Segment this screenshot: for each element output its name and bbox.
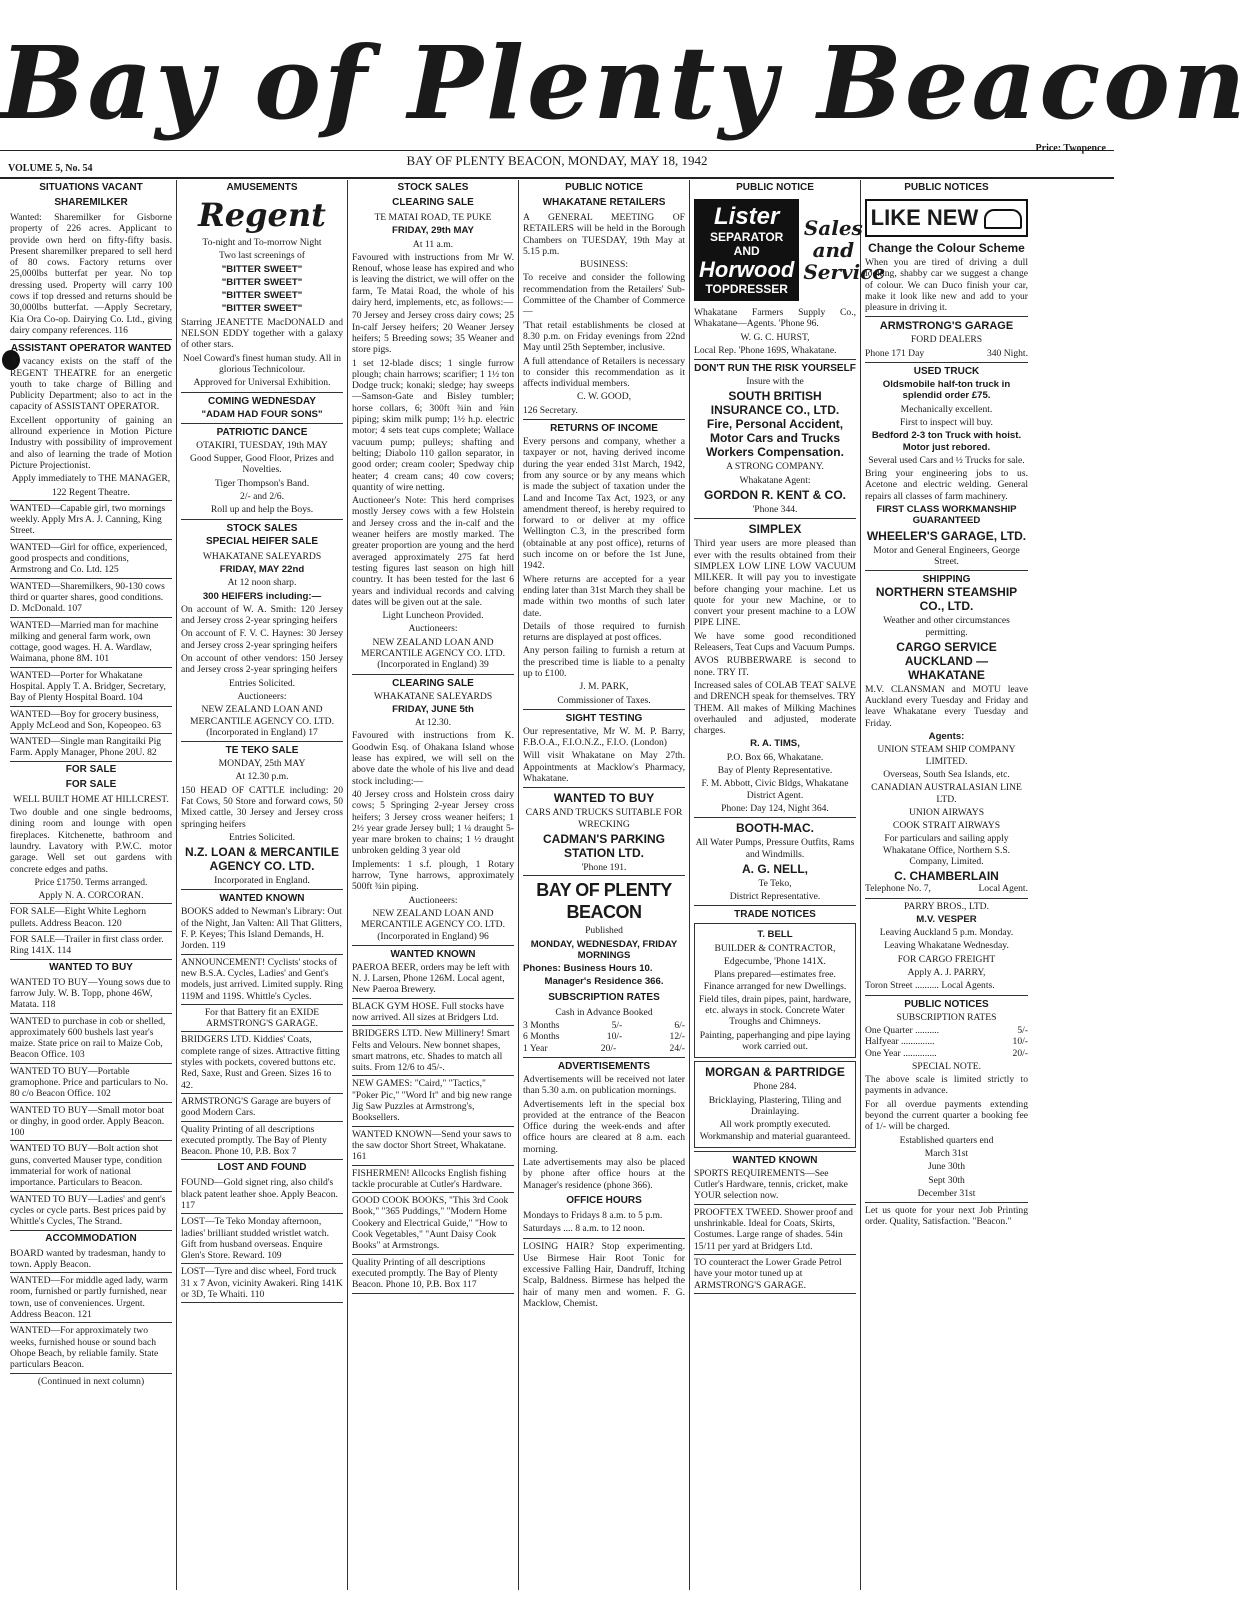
paragraph: P.O. Box 66, Whakatane.	[726, 751, 824, 763]
paragraph: 1 set 12-blade discs; 1 single furrow plough; chain harrows; scarifier; 1 1½ ton Dodge truck; konaki; sledge; hay sweeps—Samson-Gate and Bisley tumbler; horse collars, 6; 300ft ¾in and ⅝in piping; skim milk pump; 1½ h.p. electric motor; 4 sets teat cups complete; Wallace vacuum pump; pulleys; shafting and belting; Diabolo 110 gallon separator, in good order; cream cooler; Spedway chip heater; 4 cream cans; 40 cow covers; quantity of wire netting.	[352, 357, 514, 493]
paragraph: FIRST CLASS WORKMANSHIP GUARANTEED	[876, 504, 1017, 527]
heading: WANTED KNOWN	[694, 1151, 856, 1166]
like-new-logo	[865, 199, 1028, 237]
heading: SHAREMILKER	[54, 197, 128, 208]
heading: WANTED TO BUY	[49, 961, 133, 973]
paragraph: Our representative, Mr W. M. P. Barry, F.B.O.A., F.I.O.N.Z., F.I.O. (London)	[523, 725, 685, 749]
paragraph: Bring your engineering jobs to us. Acetone and electric welding. General repairs all classes of farm machinery.	[865, 468, 1028, 502]
column-4	[519, 180, 690, 1590]
paragraph: Edgecumbe, 'Phone 141X.	[724, 955, 826, 967]
paragraph: TE MATAI ROAD, TE PUKE	[374, 212, 492, 223]
rate-label: 6 Months	[523, 1031, 560, 1043]
company-name: WHEELER'S GARAGE, LTD.	[866, 528, 1027, 543]
paragraph: At 11 a.m.	[412, 238, 454, 250]
paragraph: District Representative.	[729, 891, 821, 903]
classified-ad: WANTED—Girl for office, experienced, good prospects and conditions, Armstrong and Co. Ltd. 125	[10, 540, 172, 579]
paragraph: COOK STRAIT AIRWAYS	[892, 820, 1001, 832]
heading: FOR SALE	[65, 778, 117, 790]
classified-ad: WANTED to purchase in cob or shelled, approximately 600 bushels last year's maize. State price on rail to Maize Cob, Beacon Office. 103	[10, 1014, 172, 1064]
film-title: "BITTER SWEET"	[221, 276, 303, 288]
rate-row	[865, 1036, 1028, 1047]
paragraph: Te Teko,	[758, 877, 792, 889]
heading: WANTED TO BUY	[523, 787, 685, 805]
classified-ad: Quality Printing of all descriptions executed promptly. The Bay of Plenty Beacon. Phone 10, P.B. Box 7	[181, 1122, 343, 1161]
paragraph: WHAKATANE SALEYARDS	[373, 690, 493, 702]
paragraph: Auctioneer's Note: This herd comprises mostly Jersey cows with a few Holstein and Jersey cross and the in-calf and the weaner heifers are mostly marked. The greater proportion are young and the herd averaged approximately 275 fat herd testing figures last season on high hill country. It has been tested for the last 6 years and individual records and calving dates will be given out at the sale.	[352, 495, 514, 608]
paragraph: FOR CARGO FREIGHT	[897, 953, 996, 965]
paragraph: Two double and one single bedrooms, dining room and lounge with open fireplaces. Kitchenette, bathroom and laundry. Lavatory with P.W.C. motor garage. Well set out gardens with concrete edges and paths.	[10, 807, 172, 875]
paragraph: A STRONG COMPANY.	[726, 461, 824, 473]
paragraph: Leaving Whakatane Wednesday.	[884, 940, 1009, 952]
heading: ADVERTISEMENTS	[523, 1057, 685, 1072]
paragraph: Apply A. J. PARRY,	[907, 967, 986, 979]
heading: WHAKATANE RETAILERS	[542, 197, 666, 208]
paragraph: Sept 30th	[928, 1174, 965, 1186]
paragraph: Favoured with instructions from Mr W. Renouf, whose lease has expired and who is leaving the district, we will offer on the farm, Te Matai Road, the whole of his dairy herd, implements, etc, as follows:—	[352, 251, 514, 309]
paragraph: Overseas, South Sea Islands, etc.	[883, 768, 1010, 780]
paragraph: LOSING HAIR? Stop experimenting. Use Birmese Hair Root Tonic for excessive Falling Hair, Dandruff, Itching Scalp, Baldness. Birmese has helped the hair of many men and women. F. G. Macklow, Chemist.	[523, 1241, 685, 1309]
heading: USED TRUCK	[865, 362, 1028, 377]
paragraph: On account of F. V. C. Haynes: 30 Jersey and Jersey cross 2-year springing heifers	[181, 628, 343, 651]
paragraph: Roll up and help the Boys.	[210, 504, 314, 516]
heading: DON'T RUN THE RISK YOURSELF	[694, 359, 856, 374]
heading: WANTED KNOWN	[181, 889, 343, 904]
paragraph: Field tiles, drain pipes, paint, hardware, etc. always in stock. Concrete Water Troughs and Chimneys.	[698, 993, 852, 1028]
rate-label: One Quarter ..........	[865, 1024, 940, 1036]
paragraph: On account of other vendors: 150 Jersey and Jersey cross 2-year springing heifers	[181, 653, 343, 676]
paragraph: Incorporated in England.	[214, 875, 310, 887]
phone-row	[865, 883, 1028, 894]
paragraph: Whakatane Farmers Supply Co., Whakatane—Agents. 'Phone 96.	[694, 307, 856, 330]
paragraph: Price £1750. Terms arranged.	[34, 876, 148, 888]
paragraph: To receive and consider the following recommendation from the Retailers' Sub-Committee of the Chamber of Commerce—	[523, 272, 685, 318]
heading: BOOTH-MAC.	[694, 817, 856, 835]
company-name: GORDON R. KENT & CO.	[703, 488, 846, 503]
rate-label: 3 Months	[523, 1020, 560, 1032]
classified-ad: WANTED KNOWN—Send your saws to the saw doctor Short Street, Whakatane. 161	[352, 1127, 514, 1166]
issue-date: BAY OF PLENTY BEACON, MONDAY, MAY 18, 1942	[406, 153, 708, 168]
paragraph: OTAKIRI, TUESDAY, 19th MAY	[196, 439, 328, 451]
paragraph: SPECIAL NOTE.	[912, 1060, 981, 1072]
film-title: "BITTER SWEET"	[221, 303, 303, 315]
classified-ad: BLACK GYM HOSE. Full stocks have now arrived. All sizes at Bridgers Ltd.	[352, 999, 514, 1027]
paragraph: NEW ZEALAND LOAN AND MERCANTILE AGENCY CO. LTD. (Incorporated in England) 39	[361, 636, 505, 671]
company-name: CADMAN'S PARKING STATION LTD.	[543, 831, 665, 860]
paragraph: Implements: 1 s.f. plough, 1 Rotary harrow, Tyne harrows, approximately 500ft ¾in piping.	[352, 858, 514, 893]
paragraph: At 12 noon sharp.	[227, 577, 297, 589]
paragraph: FRIDAY, MAY 22nd	[219, 563, 305, 575]
classified-ad: FOR SALE—Eight White Leghorn pullets. Address Beacon. 120	[10, 904, 172, 932]
paragraph: Weather and other circumstances permitting.	[883, 615, 1010, 638]
paragraph: Good Supper, Good Floor, Prizes and Novelties.	[190, 453, 334, 476]
paragraph: Insure with the	[746, 376, 804, 388]
paragraph: Increased sales of COLAB TEAT SALVE and DRENCH speak for themselves. TRY THEM. All makes of Milking Machines overhauled and adjusted, moderate charges.	[694, 679, 856, 737]
paragraph: A vacancy exists on the staff of the REGENT THEATRE for an energetic youth to take charge of Billing and Publicity Department; also to act in the capacity of ASSISTANT OPERATOR.	[10, 356, 172, 413]
classified-ad: FOR SALE—Trailer in first class order. Ring 141X. 114	[10, 932, 172, 960]
paragraph: Cash in Advance Booked	[555, 1006, 653, 1018]
paragraph: FRIDAY, 29th MAY	[392, 225, 474, 237]
heading: PUBLIC NOTICES	[865, 995, 1028, 1010]
paragraph: 300 HEIFERS including:—	[202, 590, 322, 602]
classified-ad: FOUND—Gold signet ring, also child's black patent leather shoe. Apply Beacon. 117	[181, 1175, 343, 1214]
classified-ad: FISHERMEN! Allcocks English fishing tackle procurable at Cutler's Hardware.	[352, 1166, 514, 1194]
classified-ad: WANTED—Sharemilkers, 90-130 cows third or quarter shares, good conditions. D. McDonald. 107	[10, 579, 172, 618]
heading: PUBLIC NOTICES	[904, 182, 989, 193]
paragraph: Auctioneers:	[408, 623, 458, 635]
bell-ad	[694, 923, 856, 1058]
classified-ad: WANTED TO BUY—Portable gramophone. Price and particulars to No. 80 c/o Beacon Office. 102	[10, 1064, 172, 1103]
agent-label: Local Agent.	[978, 883, 1028, 895]
classified-ad: WANTED TO BUY—Ladies' and gent's cycles or cycle parts. Best prices paid by Whittle's Cycles, The Strand.	[10, 1192, 172, 1231]
heading: STOCK SALES	[181, 519, 343, 534]
paragraph: 70 Jersey and Jersey cross dairy cows; 25 In-calf Jersey heifers; 20 Weaner Jersey heifers; 5 Breeding sows; 35 Weaner and store pigs.	[352, 310, 514, 356]
paragraph: Noel Coward's finest human study. All in glorious Technicolour.	[182, 352, 342, 375]
company-name: Change the Colour Scheme	[868, 241, 1025, 255]
morgan-ad	[694, 1061, 856, 1147]
classified-ad: WANTED TO BUY—Bolt action shot guns, converted Mauser type, condition immaterial for work of national importance. Particulars to Beacon.	[10, 1141, 172, 1191]
classified-ad: BOOKS added to Newman's Library: Out of the Night, Jan Valten: All That Glitters, F. P. Keyes; This Island Demands, H. Jorden. 119	[181, 904, 343, 954]
classified-ad: ANNOUNCEMENT! Cyclists' stocks of new B.S.A. Cycles, Ladies' and Gent's models, just arrived. Limited supply. Ring 119M and 119S. Whittle's Cycles.	[181, 955, 343, 1005]
paragraph: December 31st	[917, 1187, 976, 1199]
classified-ad: PAEROA BEER, orders may be left with N. J. Larsen, Phone 126M. Local agent, New Paeroa Brewery.	[352, 960, 514, 999]
paragraph: PARRY BROS., LTD.	[903, 900, 990, 912]
car-icon	[984, 209, 1022, 229]
heading: SIGHT TESTING	[523, 709, 685, 724]
logo-text: TOPDRESSER	[705, 282, 788, 296]
heading: RETURNS OF INCOME	[523, 419, 685, 434]
paragraph: Favoured with instructions from K. Goodwin Esq. of Ohakana Island whose lease has expired, we will sell on the above date the whole of his live and dead stock including:—	[352, 730, 514, 787]
paragraph: For particulars and sailing apply Whakatane Office, Northern S.S. Company, Limited.	[882, 833, 1011, 867]
classified-ad: For that Battery fit an EXIDE ARMSTRONG'S GARAGE.	[181, 1005, 343, 1033]
dateline-bar	[0, 143, 1114, 179]
paragraph: NEW ZEALAND LOAN AND MERCANTILE AGENCY CO. LTD. (Incorporated in England) 96	[361, 907, 505, 942]
rate-cash: 5/-	[611, 1020, 623, 1032]
film-title: "BITTER SWEET"	[221, 290, 303, 302]
film-title: "BITTER SWEET"	[221, 263, 303, 275]
company-name: MORGAN & PARTRIDGE	[705, 1065, 845, 1080]
paragraph: Manager's Residence 366.	[544, 976, 664, 988]
paragraph: BUILDER & CONTRACTOR,	[714, 942, 836, 954]
paragraph: UNION AIRWAYS	[908, 806, 985, 818]
phone-day: Phone 171 Day	[865, 347, 925, 359]
rate-value: 20/-	[1012, 1047, 1028, 1059]
company-name: C. CHAMBERLAIN	[894, 869, 999, 884]
classified-ad: WANTED TO BUY—Small motor boat or dinghy, in good order. Apply Beacon. 100	[10, 1103, 172, 1142]
paragraph: WHAKATANE SALEYARDS	[202, 550, 322, 562]
paragraph: C. W. GOOD,	[576, 391, 632, 403]
rate-row	[523, 1043, 685, 1054]
paragraph: Third year users are more pleased than ever with the results obtained from their SIMPLEX LOW LINE LOW VACUUM MILKER. It will pay you to investigate before changing your machine. Let us quote for your new Machine, or to convert your present machine to a LOW PIPE LINE.	[694, 538, 856, 629]
paragraph: For all overdue payments extending beyond the current quarter a booking fee of 1/- will be charged.	[865, 1098, 1028, 1133]
column-5	[690, 180, 886, 1590]
paragraph: Light Luncheon Provided.	[382, 610, 484, 622]
paragraph: 150 HEAD OF CATTLE including: 20 Fat Cows, 50 Store and forward cows, 50 Mixed cattle, 30 Jersey and Jersey cross springing heifers	[181, 784, 343, 830]
classified-ad: LOST—Te Teko Monday afternoon, ladies' brilliant studded wristlet watch. Gift from husband overseas. Enquire Glen's Store. Reward. 109	[181, 1214, 343, 1264]
rate-cash: 20/-	[600, 1042, 617, 1054]
paragraph: 'That retail establishments be closed at 8.30 p.m. on Friday evenings from 22nd May until 25th September, inclusive.	[523, 319, 685, 354]
paragraph: 40 Jersey cross and Holstein cross dairy cows; 5 Springing 2-year Jersey cross heifers; 3 Jersey cross weaner heifers; 1 2½ year grade Jersey bull; 1 ¼ draught 5-year mare broken to chains; 1 ½ draught unbroken gelding 3 year old	[352, 788, 514, 857]
company-name: N.Z. LOAN & MERCANTILE AGENCY CO. LTD.	[185, 845, 339, 874]
paragraph: Tiger Thompson's Band.	[214, 477, 310, 489]
paragraph: Local Rep. 'Phone 169S, Whakatane.	[694, 344, 837, 356]
paragraph: We have some good reconditioned Releasers, Teat Cups and Vacuum Pumps.	[694, 630, 856, 654]
classified-ad: WANTED—Boy for grocery business, Apply McLeod and Son, Kopeopeo. 63	[10, 707, 172, 735]
paragraph: R. A. TIMS,	[750, 738, 800, 750]
paragraph: Leaving Auckland 5 p.m. Monday.	[879, 927, 1014, 939]
paragraph: All Water Pumps, Pressure Outfits, Rams and Windmills.	[695, 837, 855, 860]
paragraph: Bedford 2-3 ton Truck with hoist. Motor just rebored.	[871, 430, 1022, 453]
phone: Telephone No. 7,	[865, 883, 931, 895]
paragraph: Will visit Whakatane on May 27th. Appointments at Macklow's Pharmacy, Whakatane.	[523, 750, 685, 785]
paragraph: Every persons and company, whether a taxpayer or not, having derived income during the year ended 31st March, 1942, from any source or by any means which is made the subject of taxation under the Land and Income Tax Act, 1923, or any amendment thereof, is hereby required to forward to or deliver at my office Wellington C.3, in the prescribed form (obtainable at any post office), returns of such income on or before the 1st June, 1942.	[523, 436, 685, 572]
heading: FOR SALE	[65, 763, 117, 775]
paragraph: Whakatane Agent:	[739, 474, 811, 486]
columns	[6, 180, 1108, 1590]
logo-text: LIKE NEW	[870, 205, 979, 230]
logo-text: Horwood	[699, 257, 795, 282]
paragraph: All work promptly executed. Workmanship and material guaranteed.	[699, 1119, 851, 1142]
heading: ARMSTRONG'S GARAGE	[865, 316, 1028, 332]
column-3	[348, 180, 519, 1590]
heading: COMING WEDNESDAY	[181, 392, 343, 407]
heading: PATRIOTIC DANCE	[181, 423, 343, 438]
column-6	[861, 180, 1032, 1590]
paragraph: Phones: Business Hours 10.	[523, 963, 653, 975]
paragraph: Mechanically excellent.	[900, 403, 993, 415]
classified-ad: BRIDGERS LTD. New Millinery! Smart Felts and Velours. New bonnet shapes, smart matrons, etc. Shades to match all suits. From 12/6 to 45/-.	[352, 1026, 514, 1076]
paragraph: 122 Regent Theatre.	[52, 486, 130, 498]
rate-cash: 10/-	[606, 1031, 623, 1043]
classified-ad: GOOD COOK BOOKS, "This 3rd Cook Book," "365 Puddings," "Modern Home Cookery and Electrical Guide," "How to Cook Vegetables," "Aunt Daisy Cook Books" at Armstrongs.	[352, 1193, 514, 1254]
classified-ad: WANTED—For middle aged lady, warm room, furnished or partly furnished, near town, use of conveniences. Urgent. Address Beacon. 121	[10, 1273, 172, 1323]
paragraph: Wanted: Sharemilker for Gisborne property of 226 acres. Applicant to provide own herd on fifty-fifty basis. Present sharemilker prepared to sell herd of 80 cows. Factory returns over 25,000lbs butterfat per year. No top dressing used. Property will carry 100 cows if top dressed and returns should be 30,000lbs butterfat. —Apply Secretary, Kia Ora Co-op. Dairying Co. Ltd., giving dairy company references. 116	[10, 212, 172, 336]
paragraph: Plans prepared—estimates free. Finance arranged for new Dwellings.	[703, 969, 847, 992]
paragraph: 'Phone 191.	[581, 861, 627, 873]
paragraph: To-night and To-morrow Night	[202, 237, 322, 248]
classified-ad: NEW GAMES: "Caird," "Tactics," "Poker Pic," "Word It" and big new range Jig Saw Puzzles at Armstrong's, Booksellers.	[352, 1076, 514, 1126]
paragraph: BUSINESS:	[580, 259, 628, 271]
paragraph: Mondays to Fridays 8 a.m. to 5 p.m.	[523, 1209, 663, 1221]
classified-ad: WANTED—Capable girl, two mornings weekly. Apply Mrs A. J. Canning, King Street.	[10, 501, 172, 540]
paragraph: CANADIAN AUSTRALASIAN LINE LTD.	[871, 782, 1022, 805]
classified-ad: WANTED—Married man for machine milking and general farm work, own cottage, good wages. H. A. Wardlaw, Waimana, phone 8M. 101	[10, 618, 172, 668]
heading: ASSISTANT OPERATOR WANTED	[10, 339, 172, 354]
phone-night: 340 Night.	[986, 347, 1028, 359]
rate-booked: 12/-	[669, 1031, 685, 1043]
paragraph: AVOS RUBBERWARE is second to none. TRY IT.	[694, 655, 856, 678]
rate-label: Halfyear ..............	[865, 1036, 935, 1048]
paragraph: Oldsmobile half-ton truck in splendid order £75.	[882, 379, 1011, 402]
paragraph: When you are tired of driving a dull looking, shabby car we suggest a change of colour. We can Duco finish your car, make it look like new and add to your pleasure in driving it.	[865, 257, 1028, 314]
paragraph: Auctioneers:	[408, 894, 458, 906]
paragraph: 'Phone 344.	[752, 504, 798, 516]
paragraph: Commissioner of Taxes.	[557, 694, 651, 706]
paragraph: Entries Solicited.	[228, 677, 296, 689]
paragraph: 126 Secretary.	[523, 404, 578, 416]
paragraph: MONDAY, WEDNESDAY, FRIDAY MORNINGS	[530, 938, 678, 961]
paragraph: Two last screenings of	[219, 250, 305, 262]
paragraph: M.V. VESPER	[916, 913, 977, 925]
heading: TRADE NOTICES	[694, 905, 856, 920]
paragraph: W. G. C. HURST,	[740, 331, 810, 343]
heading: CLEARING SALE	[352, 674, 514, 689]
paragraph: Published	[585, 925, 623, 937]
paragraph: Approved for Universal Exhibition.	[193, 377, 331, 389]
paragraph: Advertisements will be received not later than 5.30 a.m. on publication mornings.	[523, 1073, 685, 1097]
paragraph: A GENERAL MEETING OF RETAILERS will be held in the Borough Chambers on TUESDAY, 19th May at 5.15 p.m.	[523, 212, 685, 257]
regent-logo: Regent	[198, 196, 326, 234]
heading: SITUATIONS VACANT	[39, 182, 143, 193]
continued-note: (Continued in next column)	[37, 1375, 145, 1387]
company-name: NORTHERN STEAMSHIP CO., LTD.	[875, 585, 1018, 614]
company-name: CARGO SERVICE	[896, 639, 997, 654]
heading: OFFICE HOURS	[566, 1194, 642, 1206]
heading: WANTED KNOWN	[352, 945, 514, 960]
rate-booked: 6/-	[674, 1020, 685, 1032]
paragraph: Advertisements left in the special box provided at the entrance of the Beacon Office during the week-ends and after office hours are cleared at 8 a.m. each morning.	[523, 1098, 685, 1155]
paragraph: FRIDAY, JUNE 5th	[392, 703, 474, 715]
paragraph: M.V. CLANSMAN and MOTU leave Auckland every Tuesday and Friday and leave Whakatane every Tuesday and Friday.	[865, 683, 1028, 729]
company-name: SOUTH BRITISH INSURANCE CO., LTD.	[710, 389, 840, 418]
paragraph: Bricklaying, Plastering, Tiling and Drainlaying.	[708, 1094, 842, 1117]
classified-ad: BRIDGERS LTD. Kiddies' Coats, complete range of sizes. Attractive fitting styles with pockets, covered buttons etc. Red, Saxe, Rust and Green. Sizes 16 to 42.	[181, 1032, 343, 1093]
phone-row	[865, 348, 1028, 359]
paragraph: Phone: Day 124, Night 364.	[721, 802, 829, 814]
film-title: "ADAM HAD FOUR SONS"	[201, 408, 323, 420]
paragraph: First to inspect will buy.	[900, 416, 993, 428]
paragraph: Any person failing to furnish a return at the prescribed time is liable to a penalty up to £100.	[523, 645, 685, 679]
paragraph: Apply immediately to THE MANAGER,	[11, 473, 171, 485]
masthead-title: Bay of Plenty Beacon	[0, 24, 1249, 142]
paragraph: A full attendance of Retailers is necessary to consider this recommendation as it affects individual members.	[523, 355, 685, 390]
paragraph: Saturdays .... 8 a.m. to 12 noon.	[523, 1223, 645, 1235]
heading: PUBLIC NOTICE	[565, 182, 643, 193]
heading: SPECIAL HEIFER SALE	[205, 535, 319, 547]
logo-text: SEPARATOR AND	[709, 230, 784, 258]
paragraph: Bay of Plenty Representative.	[717, 765, 833, 777]
company-name: A. G. NELL,	[742, 861, 808, 876]
paragraph: March 31st	[924, 1147, 969, 1159]
classified-ad: PROOFTEX TWEED. Shower proof and unshrinkable. Ideal for Coats, Skirts, Costumes. Large range of shades. 54in 15/11 per yard at Bridgers Ltd.	[694, 1205, 856, 1255]
paragraph: At 12.30.	[415, 717, 451, 729]
paragraph: Several used Cars and ½ Trucks for sale.	[868, 454, 1025, 466]
paragraph: T. BELL	[757, 929, 793, 941]
paragraph: On account of W. A. Smith: 120 Jersey and Jersey cross 2-year springing heifers	[181, 603, 343, 627]
paragraph: The above scale is limited strictly to payments in advance.	[865, 1074, 1028, 1097]
classified-ad: WANTED—Porter for Whakatane Hospital. Apply T. A. Bridger, Secretary, Bay of Plenty Hospital Board. 104	[10, 668, 172, 707]
rate-value: 5/-	[1017, 1024, 1028, 1036]
company-name: Fire, Personal Accident, Motor Cars and Trucks Workers Compensation.	[706, 417, 844, 460]
paragraph: J. M. PARK,	[579, 681, 629, 693]
paragraph: Apply N. A. CORCORAN.	[38, 890, 144, 902]
classified-ad: LOST—Tyre and disc wheel, Ford truck 31 x 7 Avon, vicinity Awakeri. Ring 141K or 3D, Te Whaiti. 110	[181, 1264, 343, 1303]
classified-ad: TO counteract the Lower Grade Petrol have your motor tuned up at ARMSTRONG'S GARAGE.	[694, 1255, 856, 1294]
heading: AMUSEMENTS	[226, 182, 298, 193]
heading: SIMPLEX	[694, 518, 856, 536]
paragraph: Phone 284.	[753, 1081, 797, 1093]
classified-ad: WANTED TO BUY—Young sows due to farrow July. W. B. Topp, phone 46W, Matata. 118	[10, 975, 172, 1014]
paragraph: WELL BUILT HOME AT HILLCREST.	[13, 793, 169, 805]
paragraph: Entries Solicited.	[228, 831, 296, 843]
rate-row	[523, 1031, 685, 1042]
rate-row	[523, 1020, 685, 1031]
paragraph: At 12.30 p.m.	[235, 771, 289, 783]
paragraph: Starring JEANETTE MacDONALD and NELSON EDDY together with a galaxy of other stars.	[181, 316, 343, 351]
rate-row	[865, 1048, 1028, 1059]
heading: CLEARING SALE	[392, 197, 474, 208]
paragraph: Motor and General Engineers, George Street.	[873, 544, 1020, 567]
paragraph: SUBSCRIPTION RATES	[896, 1011, 997, 1023]
rate-label: One Year ..............	[865, 1047, 937, 1059]
paragraph: Agents:	[928, 731, 965, 743]
classified-ad: ARMSTRONG'S Garage are buyers of good Modern Cars.	[181, 1094, 343, 1122]
paper-name: BAY OF PLENTY BEACON	[523, 875, 685, 923]
volume-number: VOLUME 5, No. 54	[8, 163, 93, 174]
heading: ACCOMMODATION	[45, 1232, 137, 1244]
paragraph: Late advertisements may also be placed by phone after office hours at the Manager's residence (phone 366).	[523, 1157, 685, 1191]
paragraph: UNION STEAM SHIP COMPANY LIMITED.	[877, 744, 1016, 767]
classified-ad: BOARD wanted by tradesman, handy to town. Apply Beacon.	[10, 1246, 172, 1274]
paragraph: Excellent opportunity of gaining an allround experience in Motion Picture Industry with possibility of improvement and also of learning the trade of Motion Picture Projectionist.	[10, 414, 172, 471]
rate-value: 10/-	[1012, 1036, 1028, 1048]
sales-service-logo: Sales and Service	[803, 216, 886, 284]
logo-text: Lister	[713, 203, 780, 230]
classified-ad: SPORTS REQUIREMENTS—See Cutler's Hardware, tennis, cricket, make YOUR selection now.	[694, 1166, 856, 1205]
paragraph: Let us quote for your next Job Printing order. Quality, Satisfaction. "Beacon."	[865, 1205, 1028, 1228]
paragraph: June 30th	[927, 1161, 966, 1173]
heading: LOST AND FOUND	[217, 1162, 307, 1174]
paragraph: F. M. Abbott, Civic Bldgs, Whakatane District Agent.	[701, 778, 849, 801]
paragraph: NEW ZEALAND LOAN AND MERCANTILE AGENCY CO. LTD. (Incorporated in England) 17	[190, 704, 334, 738]
rate-row	[865, 1025, 1028, 1036]
classified-ad: Quality Printing of all descriptions executed promptly. The Bay of Plenty Beacon. Phone 10, P.B. Box 117	[352, 1255, 514, 1294]
company-name: AUCKLAND — WHAKATANE	[904, 653, 989, 682]
paragraph: MONDAY, 25th MAY	[218, 758, 306, 770]
heading: SHIPPING	[865, 570, 1028, 585]
paragraph: Auctioneers:	[237, 690, 287, 702]
paragraph: FORD DEALERS	[910, 334, 983, 346]
classified-ad: WANTED—Single man Rangitaiki Pig Farm. Apply Manager, Phone 20U. 82	[10, 734, 172, 762]
price: Price: Twopence	[1035, 143, 1106, 154]
paragraph: CARS AND TRUCKS SUITABLE FOR WRECKING	[525, 807, 683, 830]
column-2	[177, 180, 348, 1590]
paragraph: 2/- and 2/6.	[240, 491, 284, 503]
paragraph: Where returns are accepted for a year ending later than 31st March they shall be made within two months of such later date.	[523, 573, 685, 619]
heading: STOCK SALES	[397, 182, 469, 193]
paragraph: Established quarters end	[899, 1134, 994, 1146]
lister-logo	[694, 199, 799, 301]
rate-booked: 24/-	[669, 1042, 685, 1054]
heading: SUBSCRIPTION RATES	[548, 991, 660, 1003]
classified-ad: WANTED—For approximately two weeks, furnished house or sound bach Ohope Beach, by reliable family. State particulars Beacon.	[10, 1323, 172, 1373]
heading: PUBLIC NOTICE	[736, 182, 814, 193]
column-1	[6, 180, 177, 1590]
paragraph: Toron Street .......... Local Agents.	[865, 980, 995, 992]
heading: TE TEKO SALE	[181, 741, 343, 756]
rate-label: 1 Year	[523, 1042, 548, 1054]
paragraph: Details of those required to furnish returns are displayed at post offices.	[523, 620, 685, 644]
paragraph: Painting, paperhanging and pipe laying work carried out.	[699, 1029, 851, 1053]
